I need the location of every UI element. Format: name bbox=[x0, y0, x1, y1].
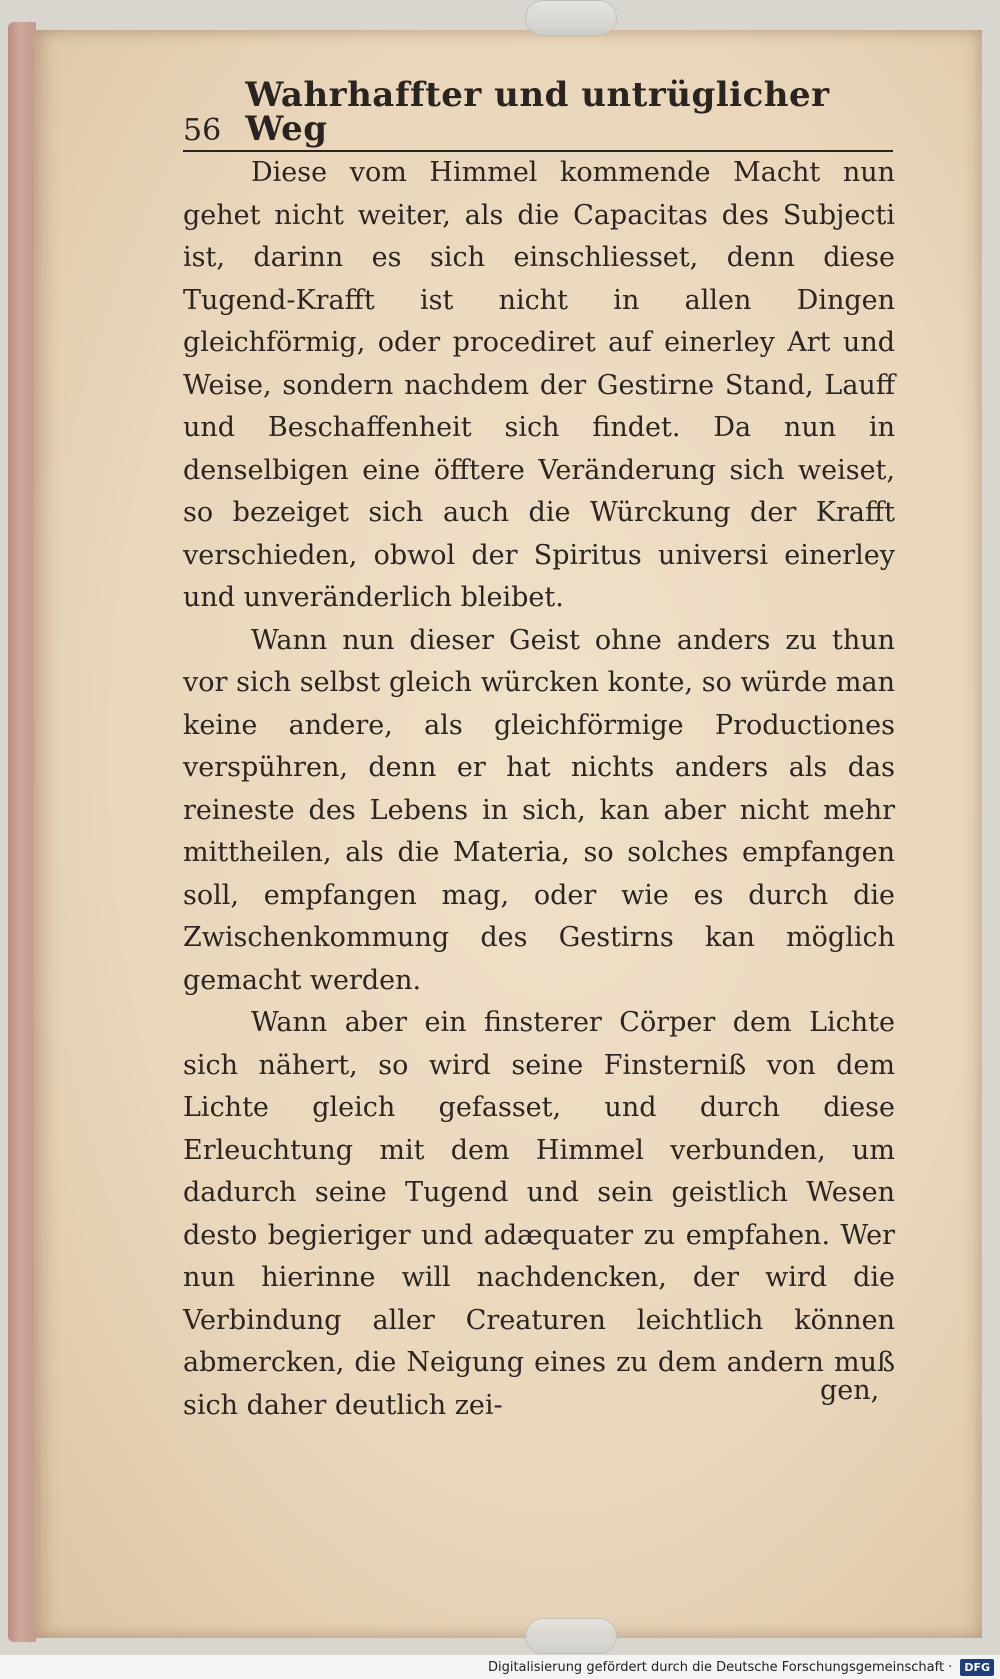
catchword: gen, bbox=[820, 1375, 880, 1406]
page-number: 56 bbox=[183, 113, 222, 148]
paragraph-3: Wann aber ein finsterer Cörper dem Lichte sich nähert, so wird seine Finsterniß von dem Lichte gleich gefasset, und durch diese Erleuchtung mit dem Himmel verbunden, um dadurch seine Tugend und sein geistlich Wesen desto begieriger und adæquater zu empfahen. Wer nun hierinne will nachdencken, der wird die Verbindung aller Creaturen leichtlich können abmercken, die Neigung eines zu dem andern muß sich daher deutlich zei- bbox=[183, 1007, 895, 1421]
footer-credit: Digitalisierung gefördert durch die Deutsche Forschungsgemeinschaft · bbox=[487, 1659, 953, 1675]
running-head: Wahrhaffter und untrüglicher Weg bbox=[245, 75, 830, 149]
body-text bbox=[183, 152, 895, 1427]
page-edge bbox=[8, 22, 36, 1642]
paragraph-2: Wann nun dieser Geist ohne anders zu thun vor sich selbst gleich würcken konte, so würde man keine andere, als gleichförmige Productiones verspühren, denn er hat nichts anders als das reineste des Lebens in sich, kan aber nicht mehr mittheilen, als die Materia, so solches empfangen soll, empfangen mag, oder wie es durch die Zwischenkommung des Gestirns kan möglich gemacht werden. bbox=[183, 624, 895, 996]
clamp-top bbox=[525, 0, 617, 36]
dfg-logo-icon: DFG bbox=[960, 1659, 994, 1676]
paragraph-1: Diese vom Himmel kommende Macht nun gehet nicht weiter, als die Capacitas des Subjecti ist, darinn es sich einschliesset, denn diese Tugend-Krafft ist nicht in allen Dingen gleichförmig, oder procediret auf einerley Art und Weise, sondern nachdem der Gestirne Stand, Lauff und Beschaffenheit sich findet. Da nun in denselbigen eine öfftere Veränderung sich weiset, so bezeiget sich auch die Würckung der Krafft verschieden, obwol der Spiritus universi einerley und unveränderlich bleibet. bbox=[183, 157, 895, 613]
clamp-bottom bbox=[525, 1618, 617, 1654]
page-header bbox=[183, 75, 893, 152]
footer-bar bbox=[0, 1655, 1000, 1679]
